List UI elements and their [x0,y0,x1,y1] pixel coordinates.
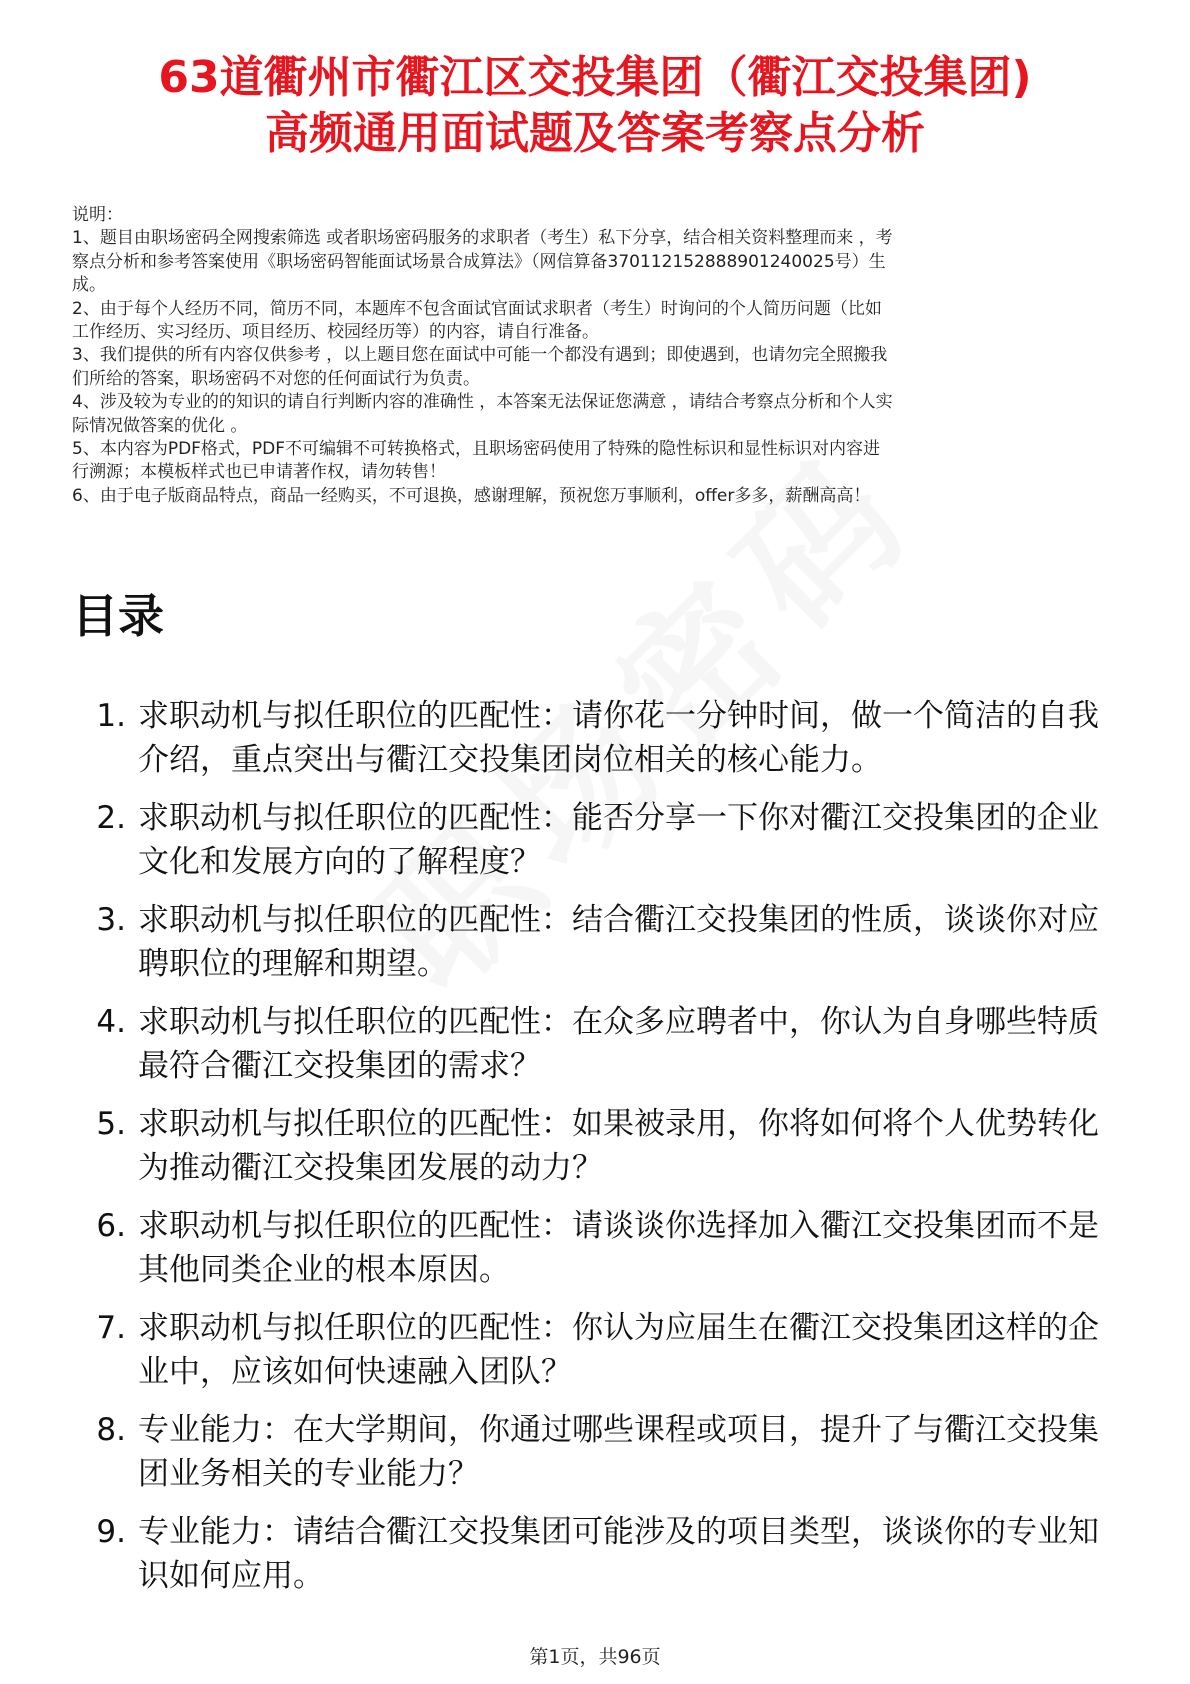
toc-item-text: 求职动机与拟任职位的匹配性：结合衢江交投集团的性质，谈谈你对应聘职位的理解和期望。 [138,902,1099,982]
toc-item-number: 7. [96,1310,126,1346]
toc-item-number: 1. [96,698,126,734]
page-number: 第1页，共96页 [529,1646,661,1668]
toc-item-number: 8. [96,1412,126,1448]
instruction-line: 工作经历、实习经历、项目经历、校园经历等）的内容，请自行准备。 [72,322,599,343]
document-title [0,50,1190,162]
toc-item[interactable] [72,1408,1112,1496]
instruction-line: 5、本内容为PDF格式，PDF不可编辑不可转换格式，且职场密码使用了特殊的隐性标识和显性标识对内容进 [72,439,881,460]
instruction-line: 们所给的答案，职场密码不对您的任何面试行为负责。 [72,368,480,389]
toc-item-text: 求职动机与拟任职位的匹配性：如果被录用，你将如何将个人优势转化为推动衢江交投集团发展的动力？ [138,1106,1099,1186]
toc-item-text: 求职动机与拟任职位的匹配性：能否分享一下你对衢江交投集团的企业文化和发展方向的了解程度？ [138,800,1099,880]
instruction-line: 2、由于每个人经历不同，简历不同，本题库不包含面试官面试求职者（考生）时询问的个人简历问题（比如 [72,298,882,319]
instruction-line: 4、涉及较为专业的的知识的请自行判断内容的准确性 ，本答案无法保证您满意 ，请结合考察点分析和个人实 [72,392,893,413]
toc-item[interactable] [72,1000,1112,1088]
toc-list [72,694,1112,1612]
toc-item[interactable] [72,1204,1112,1292]
toc-heading: 目录 [72,589,164,643]
instruction-line: 3、我们提供的所有内容仅供参考 ，以上题目您在面试中可能一个都没有遇到；即使遇到，也请勿完全照搬我 [72,345,888,366]
instruction-line: 行溯源；本模板样式也已申请著作权，请勿转售！ [72,462,446,483]
instruction-line: 1、题目由职场密码全网搜索筛选 或者职场密码服务的求职者（考生）私下分享，结合相关资料整理而来 ，考 [72,228,893,249]
instruction-line: 际情况做答案的优化 。 [72,415,248,436]
toc-item[interactable] [72,1102,1112,1190]
toc-item[interactable] [72,898,1112,986]
instructions-block [72,204,1122,508]
toc-item-number: 9. [96,1514,126,1550]
toc-item[interactable] [72,1306,1112,1394]
toc-item-number: 5. [96,1106,126,1142]
toc-item-number: 3. [96,902,126,938]
instructions-heading: 说明： [72,205,123,225]
toc-item-text: 求职动机与拟任职位的匹配性：请谈谈你选择加入衢江交投集团而不是其他同类企业的根本原因。 [138,1208,1099,1288]
instruction-line: 成。 [72,275,106,296]
toc-item-text: 求职动机与拟任职位的匹配性：你认为应届生在衢江交投集团这样的企业中，应该如何快速融入团队？ [138,1310,1099,1390]
toc-item-text: 求职动机与拟任职位的匹配性：请你花一分钟时间，做一个简洁的自我介绍，重点突出与衢江交投集团岗位相关的核心能力。 [138,698,1099,778]
toc-item-text: 专业能力：在大学期间，你通过哪些课程或项目，提升了与衢江交投集团业务相关的专业能力？ [138,1412,1099,1492]
toc-item-text: 专业能力：请结合衢江交投集团可能涉及的项目类型，谈谈你的专业知识如何应用。 [138,1514,1099,1594]
toc-item-text: 求职动机与拟任职位的匹配性：在众多应聘者中，你认为自身哪些特质最符合衢江交投集团的需求？ [138,1004,1099,1084]
document-title-line-2: 高频通用面试题及答案考察点分析 [265,108,925,159]
toc-item-number: 4. [96,1004,126,1040]
toc-item-number: 6. [96,1208,126,1244]
instruction-line: 6、由于电子版商品特点，商品一经购买，不可退换，感谢理解，预祝您万事顺利，offer多多，薪酬高高！ [72,485,871,506]
toc-item[interactable] [72,694,1112,782]
instruction-line: 察点分析和参考答案使用《职场密码智能面试场景合成算法》（网信算备370112152888901240025号）生 [72,251,886,272]
toc-item[interactable] [72,1510,1112,1598]
document-title-line-1: 63道衢州市衢江区交投集团（衢江交投集团) [158,52,1032,103]
toc-item-number: 2. [96,800,126,836]
toc-item[interactable] [72,796,1112,884]
